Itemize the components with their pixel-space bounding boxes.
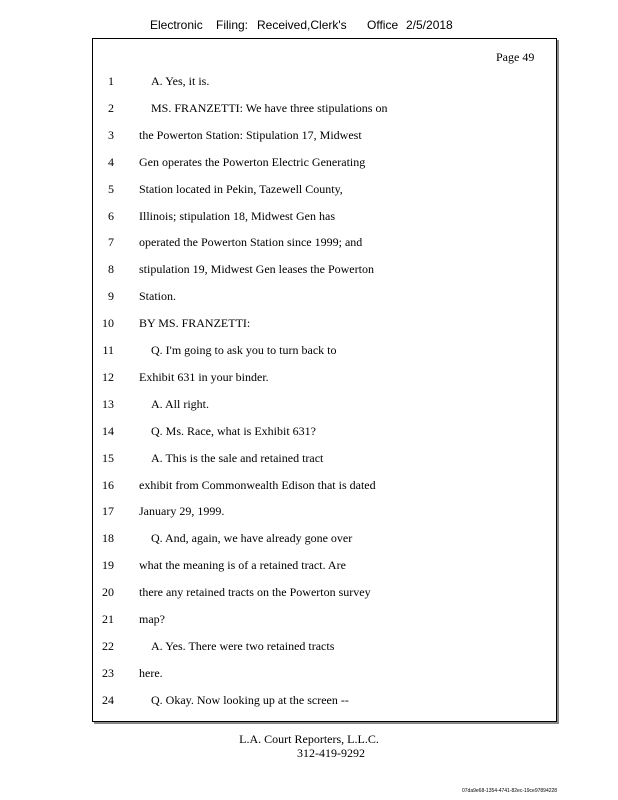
- line-number: 14: [102, 423, 114, 438]
- line-number: 4: [108, 154, 114, 169]
- page-number: Page 49: [496, 50, 535, 64]
- line-number: 8: [108, 262, 114, 277]
- header-electronic: Electronic: [150, 18, 203, 32]
- line-text: January 29, 1999.: [139, 504, 225, 519]
- line-text: operated the Powerton Station since 1999; and: [139, 235, 363, 250]
- line-text: there any retained tracts on the Powerton survey: [139, 585, 371, 600]
- line-number: 5: [108, 181, 114, 196]
- line-number: 7: [108, 235, 114, 250]
- line-text: BY MS. FRANZETTI:: [139, 316, 251, 331]
- line-number: 2: [108, 100, 114, 115]
- line-number: 15: [102, 450, 114, 465]
- line-number: 1: [108, 74, 114, 88]
- transcript-line: [92, 261, 552, 277]
- line-number: 22: [102, 638, 114, 653]
- transcript-line: [92, 315, 552, 331]
- transcript-line: [92, 638, 552, 654]
- line-number: 12: [102, 369, 114, 384]
- footer-company: L.A. Court Reporters, L.L.C.: [239, 732, 379, 746]
- filing-stamp-header: [150, 18, 490, 36]
- line-number: 6: [108, 208, 114, 223]
- transcript-line: [92, 396, 552, 412]
- line-number: 3: [108, 127, 114, 142]
- line-text: Q. And, again, we have already gone over: [151, 531, 353, 546]
- line-number: 16: [102, 477, 114, 492]
- line-text: MS. FRANZETTI: We have three stipulations on: [151, 100, 388, 115]
- line-text: A. This is the sale and retained tract: [151, 450, 324, 465]
- line-number: 19: [102, 558, 114, 573]
- transcript-line: [92, 73, 552, 89]
- footer: [0, 732, 618, 760]
- transcript-line: [92, 450, 552, 466]
- line-number: 21: [102, 612, 114, 626]
- line-text: Exhibit 631 in your binder.: [139, 369, 269, 384]
- header-received: Received,Clerk's: [257, 18, 347, 32]
- line-text: Gen operates the Powerton Electric Generating: [139, 154, 366, 169]
- header-office: Office: [367, 18, 399, 32]
- header-date: 2/5/2018: [406, 18, 453, 32]
- line-number: 24: [102, 692, 114, 707]
- line-number: 11: [102, 343, 114, 357]
- transcript-line: [92, 100, 552, 116]
- line-number: 9: [108, 289, 114, 304]
- transcript-line: [92, 423, 552, 439]
- line-text: stipulation 19, Midwest Gen leases the Powerton: [139, 262, 374, 277]
- transcript-line: [92, 208, 552, 224]
- line-text: Q. I'm going to ask you to turn back to: [151, 343, 337, 357]
- line-text: A. Yes. There were two retained tracts: [151, 638, 335, 653]
- line-number: 23: [102, 665, 114, 680]
- transcript-line: [92, 154, 552, 170]
- line-text: here.: [139, 665, 163, 680]
- transcript-line: [92, 369, 552, 385]
- footer-phone: 312-419-9292: [297, 746, 365, 760]
- transcript-line: [92, 557, 552, 573]
- document-id: 07da9e68-1354-4741-82ec-19ce97894228: [462, 788, 558, 794]
- line-text: Illinois; stipulation 18, Midwest Gen has: [139, 208, 335, 223]
- transcript-line: [92, 503, 552, 519]
- transcript-line: [92, 665, 552, 681]
- transcript-line: [92, 127, 552, 143]
- line-text: Station.: [139, 289, 177, 304]
- line-text: Station located in Pekin, Tazewell County,: [139, 181, 343, 196]
- transcript-line: [92, 181, 552, 197]
- line-text: exhibit from Commonwealth Edison that is dated: [139, 477, 376, 492]
- line-text: Q. Okay. Now looking up at the screen --: [151, 692, 349, 707]
- line-text: what the meaning is of a retained tract. Are: [139, 558, 346, 573]
- header-filing: Filing:: [216, 18, 249, 32]
- transcript-line: [92, 288, 552, 304]
- line-text: the Powerton Station: Stipulation 17, Midwest: [139, 127, 362, 142]
- transcript-line: [92, 692, 552, 708]
- transcript-line: [92, 477, 552, 493]
- line-number: 18: [102, 531, 114, 546]
- line-text: map?: [139, 612, 165, 626]
- transcript-line: [92, 234, 552, 250]
- line-text: A. Yes, it is.: [151, 74, 210, 88]
- line-text: Q. Ms. Race, what is Exhibit 631?: [151, 423, 316, 438]
- line-number: 17: [102, 504, 114, 519]
- line-number: 10: [102, 316, 114, 331]
- transcript-line: [92, 584, 552, 600]
- transcript-line: [92, 342, 552, 358]
- line-text: A. All right.: [151, 396, 210, 411]
- line-number: 13: [102, 396, 114, 411]
- transcript-line: [92, 530, 552, 546]
- line-number: 20: [102, 585, 114, 600]
- transcript-line: [92, 611, 552, 627]
